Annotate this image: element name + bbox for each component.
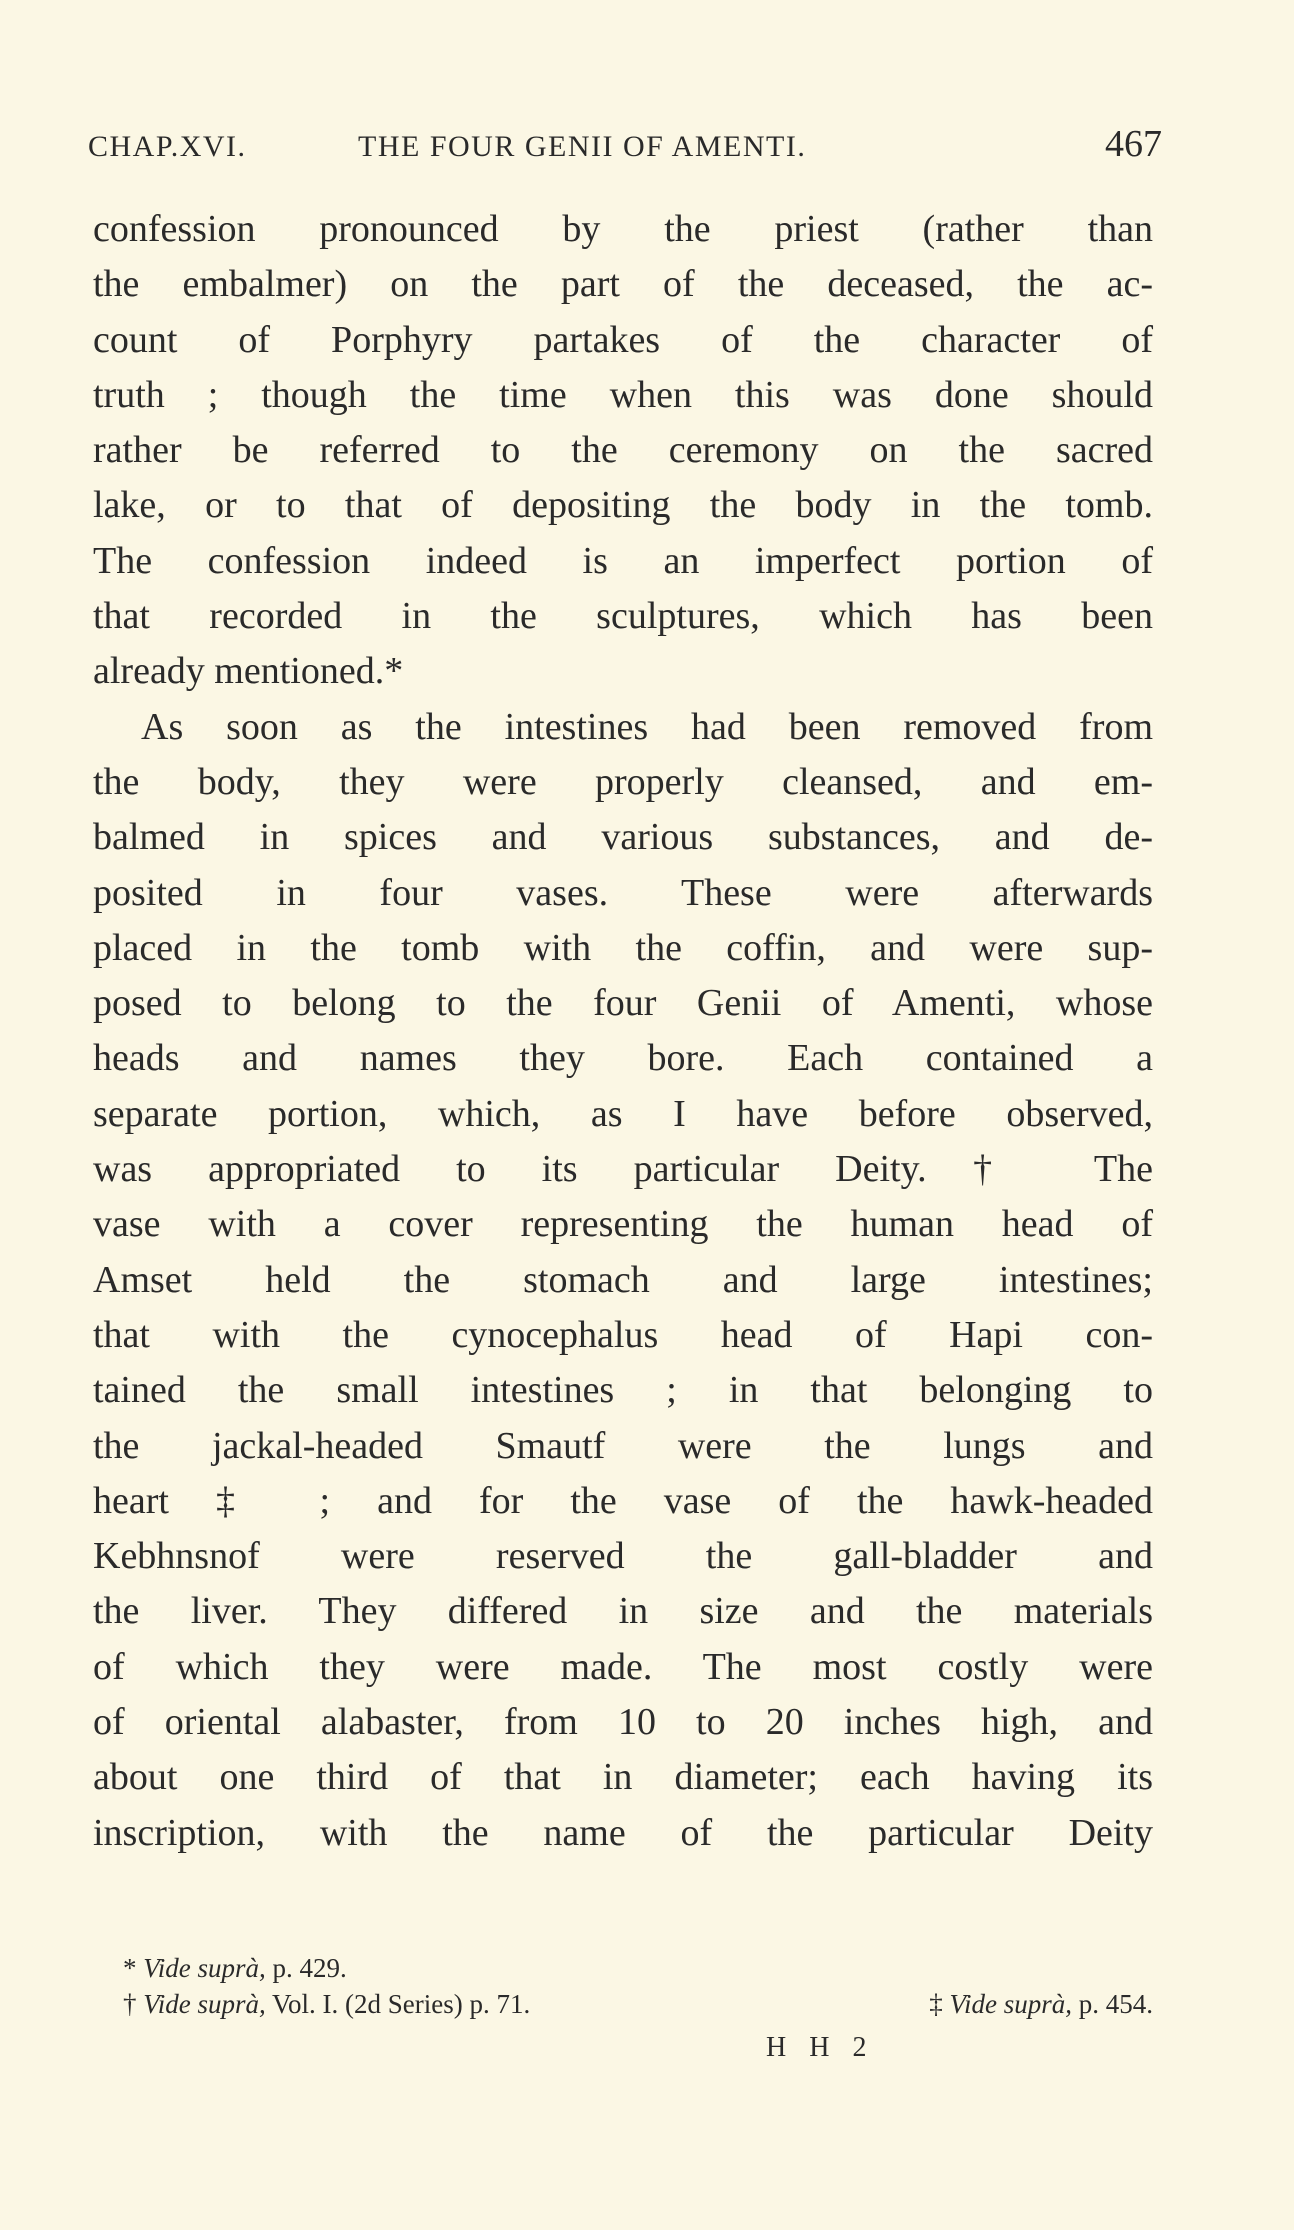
text-line: As soon as the intestines had been removed from (141, 705, 1153, 748)
footnote-reference: Vol. I. (2d Series) p. 71. (272, 1989, 531, 2019)
text-line: about one third of that in diameter; each having its (93, 1756, 1153, 1799)
text-line: confession pronounced by the priest (rather than (93, 208, 1153, 250)
text-line: vase with a cover representing the human head of (93, 1203, 1153, 1246)
running-title: THE FOUR GENII OF AMENTI. (358, 130, 807, 163)
text-line: the liver. They differed in size and the materials (93, 1590, 1153, 1633)
footnote-marker: † (123, 1989, 137, 2019)
chapter-label: CHAP.XVI. (88, 130, 247, 163)
text-line: of which they were made. The most costly were (93, 1645, 1153, 1688)
text-line: inscription, with the name of the particular Deity (93, 1811, 1153, 1854)
text-line: posited in four vases. These were afterwards (93, 871, 1153, 914)
footnote-vide: Vide suprà, (949, 1989, 1072, 2019)
text-line: that recorded in the sculptures, which has been (93, 595, 1153, 638)
text-line: Kebhnsnof were reserved the gall-bladder and (93, 1535, 1153, 1578)
text-line: rather be referred to the ceremony on the sacred (93, 429, 1153, 472)
text-line: tained the small intestines ; in that belonging to (93, 1369, 1153, 1412)
signature-mark: H H 2 (766, 2032, 875, 2063)
text-line: posed to belong to the four Genii of Amenti, whose (93, 982, 1153, 1025)
footnote-marker: ‡ (929, 1989, 943, 2019)
text-line: that with the cynocephalus head of Hapi con- (93, 1313, 1153, 1356)
body-text (93, 202, 1153, 1861)
text-line: placed in the tomb with the coffin, and were sup- (93, 926, 1153, 969)
footnote-1 (93, 1950, 1153, 1986)
footnotes (93, 1950, 1153, 2022)
text-line: was appropriated to its particular Deity.† The (93, 1148, 1153, 1191)
running-header (88, 122, 1162, 172)
text-line: truth ; though the time when this was done should (93, 373, 1153, 416)
footnote-vide: Vide suprà, (143, 1953, 266, 1983)
text-line: Amset held the stomach and large intestines; (93, 1258, 1153, 1301)
text-line: the jackal-headed Smautf were the lungs and (93, 1424, 1153, 1467)
text-line: already mentioned.* (93, 650, 404, 693)
text-line: the embalmer) on the part of the deceased, the ac- (93, 263, 1153, 306)
footnote-reference: p. 454. (1078, 1989, 1153, 2019)
footnote-marker: * (123, 1953, 137, 1983)
text-line: separate portion, which, as I have before observed, (93, 1092, 1153, 1135)
text-line: lake, or to that of depositing the body in the tomb. (93, 484, 1153, 527)
text-line: of oriental alabaster, from 10 to 20 inches high, and (93, 1701, 1153, 1744)
footnote-vide: Vide suprà, (143, 1989, 266, 2019)
footnote-3 (929, 1986, 1153, 2022)
page-number: 467 (1105, 123, 1162, 165)
text-line: heart ‡ ; and for the vase of the hawk-headed (93, 1479, 1153, 1522)
text-line: heads and names they bore. Each contained a (93, 1037, 1153, 1080)
text-line: count of Porphyry partakes of the character of (93, 318, 1153, 361)
text-line: the body, they were properly cleansed, and em- (93, 760, 1153, 803)
footnote-row (93, 1986, 1153, 2022)
text-line: balmed in spices and various substances, and de- (93, 816, 1153, 859)
text-line: The confession indeed is an imperfect portion of (93, 539, 1153, 582)
footnote-reference: p. 429. (272, 1953, 347, 1983)
footnote-2 (123, 1986, 530, 2022)
